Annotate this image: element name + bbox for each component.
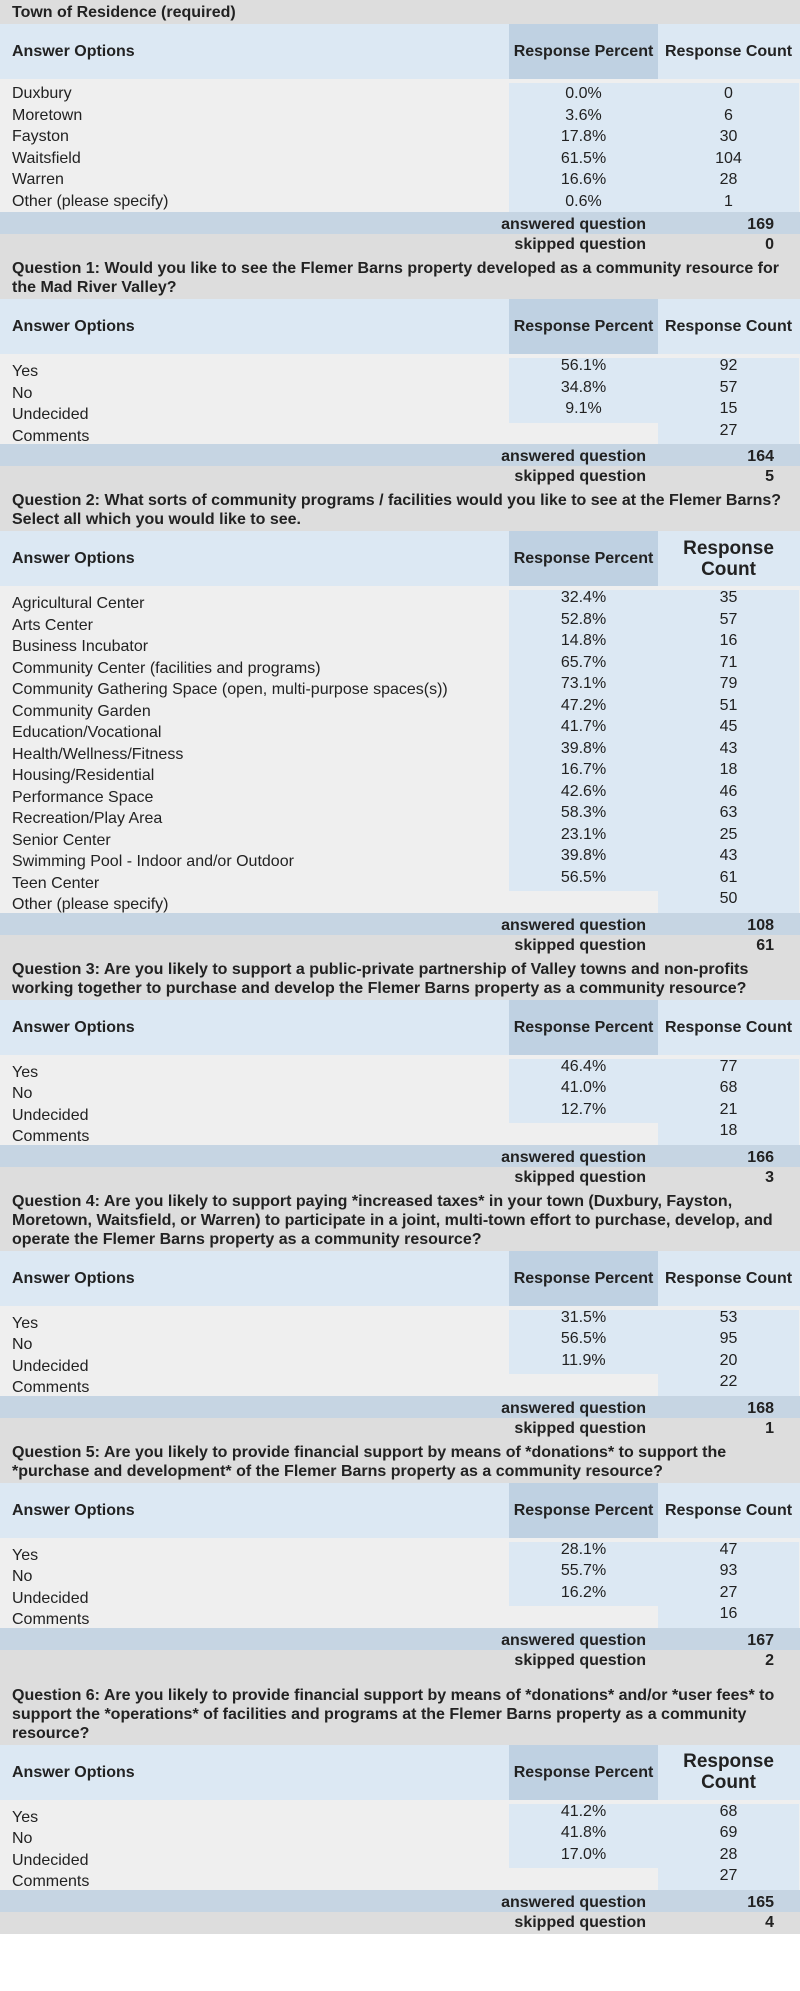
table-row <box>0 1374 800 1396</box>
answer-options-list <box>0 1306 800 1396</box>
skipped-question-label: skipped question <box>514 468 646 485</box>
table-header <box>0 1483 800 1538</box>
skipped-question-label: skipped question <box>514 1651 646 1669</box>
option-count: 68 <box>658 1080 799 1102</box>
answered-question-count: 167 <box>747 1631 774 1649</box>
table-header <box>0 1251 800 1306</box>
option-count: 77 <box>658 1059 799 1081</box>
option-count: 22 <box>658 1374 799 1396</box>
answered-question-row <box>0 212 800 234</box>
option-percent: 3.6% <box>509 105 658 127</box>
table-row <box>0 1102 800 1124</box>
option-label: Waitsfield <box>12 149 81 167</box>
table-header <box>0 24 800 79</box>
option-label: Moretown <box>12 106 83 124</box>
answer-options-list <box>0 354 800 444</box>
option-label: Housing/Residential <box>12 767 155 784</box>
table-header <box>0 1000 800 1055</box>
answered-question-count: 166 <box>747 1148 774 1166</box>
skipped-question-row <box>0 935 800 957</box>
option-label: Swimming Pool - Indoor and/or Outdoor <box>12 853 294 870</box>
option-percent: 47.2% <box>509 698 658 720</box>
option-percent: 73.1% <box>509 676 658 698</box>
answered-question-count: 164 <box>747 448 774 465</box>
option-count: 51 <box>658 698 799 720</box>
option-count: 28 <box>658 1847 799 1869</box>
option-count: 71 <box>658 655 799 677</box>
option-label: Undecided <box>12 1589 89 1607</box>
header-answer-options: Answer Options <box>12 1501 135 1519</box>
skipped-question-count: 2 <box>765 1651 774 1669</box>
skipped-question-count: 5 <box>765 468 774 485</box>
skipped-question-count: 61 <box>756 936 774 954</box>
option-label: No <box>12 1830 33 1847</box>
option-count: 1 <box>658 191 799 213</box>
option-count: 69 <box>658 1825 799 1847</box>
option-count: 57 <box>658 380 799 402</box>
option-count: 0 <box>658 83 799 105</box>
option-count: 95 <box>658 1331 799 1353</box>
option-count: 45 <box>658 719 799 741</box>
table-row <box>0 105 800 127</box>
table-row <box>0 126 800 148</box>
answered-question-count: 168 <box>747 1399 774 1417</box>
header-response-count: Response Count <box>664 43 793 60</box>
option-count: 35 <box>658 590 799 612</box>
option-percent: 14.8% <box>509 633 658 655</box>
table-row <box>0 805 800 827</box>
option-percent: 52.8% <box>509 612 658 634</box>
question-title: Question 1: Would you like to see the Flemer Barns property developed as a community resource for the Mad River Valley? <box>0 256 800 299</box>
option-percent <box>509 423 658 445</box>
option-label: Arts Center <box>12 616 93 634</box>
option-percent: 65.7% <box>509 655 658 677</box>
skipped-question-count: 0 <box>765 236 774 253</box>
table-row <box>0 401 800 423</box>
answer-options-list <box>0 586 800 913</box>
option-percent <box>509 1868 658 1890</box>
table-row <box>0 827 800 849</box>
header-response-count: Response Count <box>664 1501 793 1519</box>
skipped-question-row <box>0 234 800 256</box>
option-count: 27 <box>658 1585 799 1607</box>
option-label: Agricultural Center <box>12 595 145 612</box>
option-count: 18 <box>658 1123 799 1145</box>
option-percent: 34.8% <box>509 380 658 402</box>
option-label: Community Gathering Space (open, multi-purpose spaces(s)) <box>12 681 448 698</box>
option-percent: 39.8% <box>509 741 658 763</box>
answer-options-list <box>0 79 800 212</box>
option-percent: 56.5% <box>509 1331 658 1353</box>
option-count: 53 <box>658 1310 799 1332</box>
option-label: Yes <box>12 1808 39 1826</box>
option-count: 6 <box>658 105 799 127</box>
answer-options-list <box>0 1800 800 1890</box>
table-row <box>0 1804 800 1826</box>
option-label: Yes <box>12 363 39 380</box>
table-row <box>0 1310 800 1332</box>
question-title: Question 4: Are you likely to support paying *increased taxes* in your town (Duxbury, Fayston, Moretown, Waitsfield, or Warren) to participate in a joint, multi-town effort to purchase, develop, and operate the Flemer Barns property as a community resource? <box>0 1189 800 1251</box>
option-label: Yes <box>12 1314 39 1332</box>
option-percent: 0.0% <box>509 83 658 105</box>
option-label: No <box>12 1568 33 1585</box>
option-percent: 58.3% <box>509 805 658 827</box>
option-count: 68 <box>658 1804 799 1826</box>
skipped-question-count: 3 <box>765 1168 774 1186</box>
option-label: Warren <box>12 171 64 188</box>
option-count: 30 <box>658 126 799 148</box>
table-row <box>0 1606 800 1628</box>
option-label: Duxbury <box>12 85 72 102</box>
header-response-percent: Response Percent <box>509 1000 658 1055</box>
header-response-percent: Response Percent <box>509 531 658 586</box>
answered-question-label: answered question <box>501 1893 646 1911</box>
header-answer-options: Answer Options <box>12 318 135 335</box>
skipped-question-label: skipped question <box>514 236 646 253</box>
option-count: 104 <box>658 148 799 170</box>
option-label: Senior Center <box>12 831 111 849</box>
option-count: 46 <box>658 784 799 806</box>
skipped-question-row <box>0 466 800 488</box>
option-label: Comments <box>12 1128 90 1145</box>
table-row <box>0 870 800 892</box>
header-response-count: Response Count <box>683 1751 774 1793</box>
option-count: 20 <box>658 1353 799 1375</box>
table-row <box>0 1080 800 1102</box>
answered-question-label: answered question <box>501 1399 646 1417</box>
option-count: 50 <box>658 891 799 913</box>
option-percent: 56.5% <box>509 870 658 892</box>
header-response-count: Response Count <box>664 1269 793 1287</box>
option-percent: 11.9% <box>509 1353 658 1375</box>
option-percent: 17.8% <box>509 126 658 148</box>
skipped-question-label: skipped question <box>514 1168 646 1186</box>
option-percent: 56.1% <box>509 358 658 380</box>
option-percent: 41.8% <box>509 1825 658 1847</box>
option-count: 47 <box>658 1542 799 1564</box>
table-row <box>0 1847 800 1869</box>
header-response-percent: Response Percent <box>509 299 658 354</box>
table-header <box>0 299 800 354</box>
option-label: Yes <box>12 1546 39 1564</box>
option-label: Yes <box>12 1063 39 1081</box>
header-answer-options: Answer Options <box>12 1763 135 1781</box>
skipped-question-label: skipped question <box>514 1419 646 1437</box>
table-row <box>0 633 800 655</box>
table-header <box>0 1745 800 1800</box>
option-label: Other (please specify) <box>12 192 169 210</box>
option-count: 93 <box>658 1563 799 1585</box>
table-row <box>0 1825 800 1847</box>
question-title: Question 2: What sorts of community programs / facilities would you like to see at the Flemer Barns? Select all which you would like to see. <box>0 488 800 531</box>
answered-question-count: 169 <box>747 216 774 233</box>
answered-question-row <box>0 1890 800 1912</box>
option-percent: 12.7% <box>509 1102 658 1124</box>
header-response-percent: Response Percent <box>509 1483 658 1538</box>
table-row <box>0 148 800 170</box>
skipped-question-row <box>0 1167 800 1189</box>
question-title: Question 3: Are you likely to support a public-private partnership of Valley towns and non-profits working together to purchase and develop the Flemer Barns property as a community resource? <box>0 957 800 1000</box>
table-row <box>0 590 800 612</box>
table-row <box>0 169 800 191</box>
skipped-question-count: 4 <box>765 1913 774 1931</box>
option-label: Fayston <box>12 128 69 145</box>
option-label: Undecided <box>12 1851 89 1869</box>
skipped-question-row <box>0 1912 800 1934</box>
header-response-count: Response Count <box>683 537 774 580</box>
option-percent <box>509 1374 658 1396</box>
answered-question-label: answered question <box>501 216 646 233</box>
option-percent: 61.5% <box>509 148 658 170</box>
answered-question-count: 108 <box>747 916 774 934</box>
header-response-count: Response Count <box>664 318 793 335</box>
option-label: Undecided <box>12 1357 89 1375</box>
table-row <box>0 741 800 763</box>
table-header <box>0 531 800 586</box>
header-response-count: Response Count <box>664 1018 793 1036</box>
answer-options-list <box>0 1538 800 1628</box>
option-label: Comments <box>12 1873 90 1890</box>
table-row <box>0 676 800 698</box>
option-label: No <box>12 1336 33 1353</box>
option-percent: 41.2% <box>509 1804 658 1826</box>
option-count: 43 <box>658 848 799 870</box>
option-percent: 42.6% <box>509 784 658 806</box>
option-percent <box>509 1606 658 1628</box>
table-row <box>0 83 800 105</box>
option-count: 16 <box>658 1606 799 1628</box>
answered-question-row <box>0 444 800 466</box>
answered-question-label: answered question <box>501 1631 646 1649</box>
option-percent: 32.4% <box>509 590 658 612</box>
question-title: Town of Residence (required) <box>0 0 800 24</box>
option-count: 18 <box>658 762 799 784</box>
option-percent <box>509 1123 658 1145</box>
option-percent <box>509 891 658 913</box>
option-percent: 46.4% <box>509 1059 658 1081</box>
option-count: 15 <box>658 401 799 423</box>
option-count: 61 <box>658 870 799 892</box>
option-percent: 41.0% <box>509 1080 658 1102</box>
table-row <box>0 784 800 806</box>
skipped-question-label: skipped question <box>514 936 646 954</box>
option-count: 79 <box>658 676 799 698</box>
table-row <box>0 612 800 634</box>
header-response-percent: Response Percent <box>509 1745 658 1800</box>
option-count: 25 <box>658 827 799 849</box>
option-label: Community Center (facilities and programs) <box>12 659 321 677</box>
table-row <box>0 698 800 720</box>
header-answer-options: Answer Options <box>12 550 135 567</box>
option-label: Recreation/Play Area <box>12 810 163 827</box>
table-row <box>0 423 800 445</box>
table-row <box>0 1868 800 1890</box>
option-count: 92 <box>658 358 799 380</box>
option-count: 21 <box>658 1102 799 1124</box>
skipped-question-row <box>0 1418 800 1440</box>
table-row <box>0 1331 800 1353</box>
option-count: 43 <box>658 741 799 763</box>
table-row <box>0 1123 800 1145</box>
answered-question-row <box>0 1396 800 1418</box>
answered-question-label: answered question <box>501 1148 646 1166</box>
option-percent: 55.7% <box>509 1563 658 1585</box>
option-percent: 16.6% <box>509 169 658 191</box>
answered-question-label: answered question <box>501 448 646 465</box>
option-label: Teen Center <box>12 874 100 892</box>
option-label: Community Garden <box>12 702 151 720</box>
header-answer-options: Answer Options <box>12 1018 135 1036</box>
option-percent: 17.0% <box>509 1847 658 1869</box>
table-row <box>0 1542 800 1564</box>
skipped-question-count: 1 <box>765 1419 774 1437</box>
option-percent: 28.1% <box>509 1542 658 1564</box>
option-label: Business Incubator <box>12 638 149 655</box>
table-row <box>0 891 800 913</box>
table-row <box>0 1563 800 1585</box>
option-percent: 0.6% <box>509 191 658 213</box>
table-row <box>0 1059 800 1081</box>
option-label: Comments <box>12 1611 90 1628</box>
table-row <box>0 762 800 784</box>
table-row <box>0 655 800 677</box>
option-percent: 39.8% <box>509 848 658 870</box>
option-label: Comments <box>12 427 90 445</box>
option-label: Comments <box>12 1379 90 1396</box>
header-answer-options: Answer Options <box>12 1269 135 1287</box>
option-percent: 16.2% <box>509 1585 658 1607</box>
table-row <box>0 191 800 213</box>
skipped-question-label: skipped question <box>514 1913 646 1931</box>
skipped-question-row <box>0 1650 800 1672</box>
table-row <box>0 1585 800 1607</box>
header-answer-options: Answer Options <box>12 43 135 60</box>
answered-question-row <box>0 1628 800 1650</box>
header-response-percent: Response Percent <box>509 1251 658 1306</box>
header-response-percent: Response Percent <box>509 24 658 79</box>
answered-question-count: 165 <box>747 1893 774 1911</box>
option-label: Undecided <box>12 1106 89 1124</box>
answer-options-list <box>0 1055 800 1145</box>
answered-question-row <box>0 1145 800 1167</box>
question-title: Question 6: Are you likely to provide financial support by means of *donations* and/or *user fees* to support the *operations* of facilities and programs at the Flemer Barns property as a community resource? <box>0 1672 800 1745</box>
table-row <box>0 719 800 741</box>
table-row <box>0 358 800 380</box>
option-label: Performance Space <box>12 788 154 806</box>
option-percent: 23.1% <box>509 827 658 849</box>
option-count: 27 <box>658 1868 799 1890</box>
option-label: Other (please specify) <box>12 896 169 913</box>
option-label: Education/Vocational <box>12 724 162 741</box>
table-row <box>0 848 800 870</box>
option-percent: 41.7% <box>509 719 658 741</box>
option-label: Undecided <box>12 406 89 423</box>
option-label: No <box>12 384 33 402</box>
option-percent: 31.5% <box>509 1310 658 1332</box>
option-label: No <box>12 1085 33 1102</box>
option-count: 63 <box>658 805 799 827</box>
answered-question-row <box>0 913 800 935</box>
question-title: Question 5: Are you likely to provide financial support by means of *donations* to support the *purchase and development* of the Flemer Barns property as a community resource? <box>0 1440 800 1483</box>
option-label: Health/Wellness/Fitness <box>12 745 184 763</box>
option-count: 28 <box>658 169 799 191</box>
table-row <box>0 1353 800 1375</box>
option-percent: 9.1% <box>509 401 658 423</box>
answered-question-label: answered question <box>501 916 646 934</box>
option-count: 16 <box>658 633 799 655</box>
option-count: 57 <box>658 612 799 634</box>
table-row <box>0 380 800 402</box>
option-percent: 16.7% <box>509 762 658 784</box>
option-count: 27 <box>658 423 799 445</box>
